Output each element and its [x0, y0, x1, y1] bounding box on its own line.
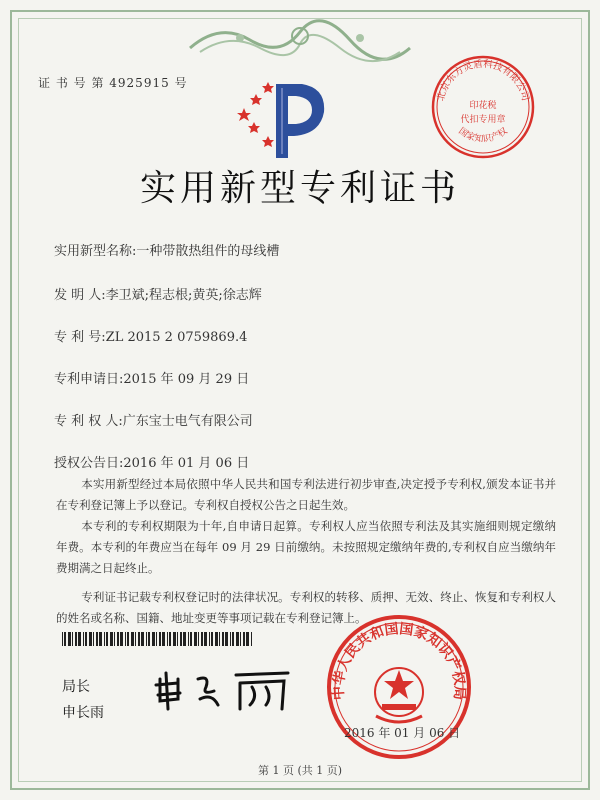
barcode-bar	[141, 632, 144, 646]
field-name-label: 实用新型名称:	[54, 244, 137, 259]
barcode-bar	[169, 632, 171, 646]
barcode-bar	[219, 632, 220, 646]
barcode-bar	[156, 632, 157, 646]
svg-text:北京东方灵盾科技有限公司	[434, 58, 530, 102]
barcode-bar	[198, 632, 199, 646]
director-signature-icon	[148, 665, 298, 715]
barcode-bar	[240, 632, 241, 646]
field-patent-no-value: ZL 2015 2 0759869.4	[105, 330, 248, 345]
field-inventor-value: 李卫斌;程志根;黄英;徐志辉	[105, 288, 262, 303]
barcode-icon	[62, 632, 257, 646]
barcode-bar	[211, 632, 213, 646]
barcode-bar	[201, 632, 203, 646]
barcode-bar	[152, 632, 155, 646]
top-stamp-center-1: 印花税	[469, 101, 497, 111]
certificate-body	[56, 474, 556, 629]
stamp-duty-seal-icon	[428, 52, 538, 162]
barcode-bar	[243, 632, 245, 646]
barcode-bar	[251, 632, 252, 646]
barcode-bar	[183, 632, 186, 646]
barcode-bar	[62, 632, 63, 646]
field-filing-date	[54, 368, 249, 387]
barcode-bar	[148, 632, 150, 646]
field-filing-date-value: 2015 年 09 月 29 日	[123, 372, 250, 387]
field-holder-label: 专 利 权 人:	[54, 414, 123, 429]
top-stamp-center-2: 代扣专用章	[460, 115, 506, 125]
field-grant-date-value: 2016 年 01 月 06 日	[123, 456, 250, 471]
barcode-bar	[125, 632, 126, 646]
patent-office-logo-icon	[232, 74, 332, 160]
barcode-bar	[120, 632, 123, 646]
barcode-bar	[222, 632, 224, 646]
field-grant-date	[54, 452, 249, 471]
barcode-bar	[89, 632, 92, 646]
barcode-bar	[162, 632, 165, 646]
top-stamp-ring-text: 北京东方灵盾科技有限公司	[435, 58, 531, 103]
barcode-bar	[104, 632, 105, 646]
body-paragraph-3: 专利证书记载专利权登记时的法律状况。专利权的转移、质押、无效、终止、恢复和专利权人的姓名或名称、国籍、地址变更等事项记载在专利登记簿上。	[56, 590, 556, 625]
field-inventor-label: 发 明 人:	[54, 288, 106, 303]
barcode-bar	[190, 632, 192, 646]
field-inventor	[54, 284, 262, 303]
barcode-bar	[96, 632, 98, 646]
director-name: 申长雨	[62, 705, 104, 721]
barcode-bar	[75, 632, 77, 646]
body-paragraph-2: 本专利的专利权期限为十年,自申请日起算。专利权人应当依照专利法及其实施细则规定缴纳年费。本专利的年费应当在每年 09 月 29 日前缴纳。未按照规定缴纳年费的,专利权自应当缴纳年费期满之日起终止。	[56, 519, 556, 575]
certificate-number-value: 4925915	[109, 76, 170, 90]
field-name	[54, 240, 279, 259]
barcode-bar	[232, 632, 234, 646]
field-filing-date-label: 专利申请日:	[54, 372, 124, 387]
field-holder-value: 广东宝士电气有限公司	[122, 414, 253, 429]
seal-date: 2016 年 01 月 06 日	[344, 726, 461, 740]
barcode-bar	[173, 632, 176, 646]
certificate-number	[38, 74, 188, 91]
barcode-bar	[146, 632, 147, 646]
barcode-bar	[78, 632, 81, 646]
body-paragraph-1: 本实用新型经过本局依照中华人民共和国专利法进行初步审查,决定授予专利权,颁发本证书并在专利登记簿上予以登记。专利权自授权公告之日起生效。	[56, 477, 556, 512]
top-ornament-icon	[180, 18, 420, 64]
director-role: 局长	[62, 679, 90, 695]
barcode-bar	[225, 632, 228, 646]
certificate-number-label: 证 书 号 第	[38, 76, 105, 90]
page-number: 第 1 页 (共 1 页)	[257, 764, 343, 777]
barcode-bar	[209, 632, 210, 646]
certificate-number-suffix: 号	[174, 76, 188, 90]
field-patent-no-label: 专 利 号:	[54, 330, 106, 345]
barcode-bar	[72, 632, 73, 646]
barcode-bar	[236, 632, 239, 646]
barcode-bar	[114, 632, 115, 646]
barcode-bar	[99, 632, 102, 646]
barcode-bar	[138, 632, 140, 646]
barcode-bar	[215, 632, 218, 646]
barcode-bar	[131, 632, 134, 646]
top-stamp-bottom-text: 国家知识产权	[456, 126, 510, 145]
barcode-bar	[93, 632, 94, 646]
barcode-bar	[110, 632, 113, 646]
svg-text:国家知识产权	[456, 125, 509, 145]
barcode-bar	[194, 632, 197, 646]
barcode-bar	[180, 632, 182, 646]
seal-ring-text: 中华人民共和国国家知识产权局	[330, 621, 468, 701]
barcode-bar	[117, 632, 119, 646]
field-patent-no	[54, 326, 247, 345]
barcode-bar	[167, 632, 168, 646]
barcode-bar	[246, 632, 249, 646]
certificate-title: 实用新型专利证书	[139, 168, 460, 209]
barcode-bar	[188, 632, 189, 646]
barcode-bar	[64, 632, 66, 646]
barcode-bar	[68, 632, 71, 646]
barcode-bar	[177, 632, 178, 646]
barcode-bar	[159, 632, 161, 646]
barcode-bar	[230, 632, 231, 646]
barcode-bar	[85, 632, 87, 646]
barcode-bar	[106, 632, 108, 646]
barcode-bar	[204, 632, 207, 646]
field-name-value: 一种带散热组件的母线槽	[136, 244, 280, 259]
barcode-bar	[127, 632, 129, 646]
barcode-bar	[135, 632, 136, 646]
barcode-bar	[83, 632, 84, 646]
field-grant-date-label: 授权公告日:	[54, 456, 124, 471]
field-holder	[54, 410, 253, 429]
